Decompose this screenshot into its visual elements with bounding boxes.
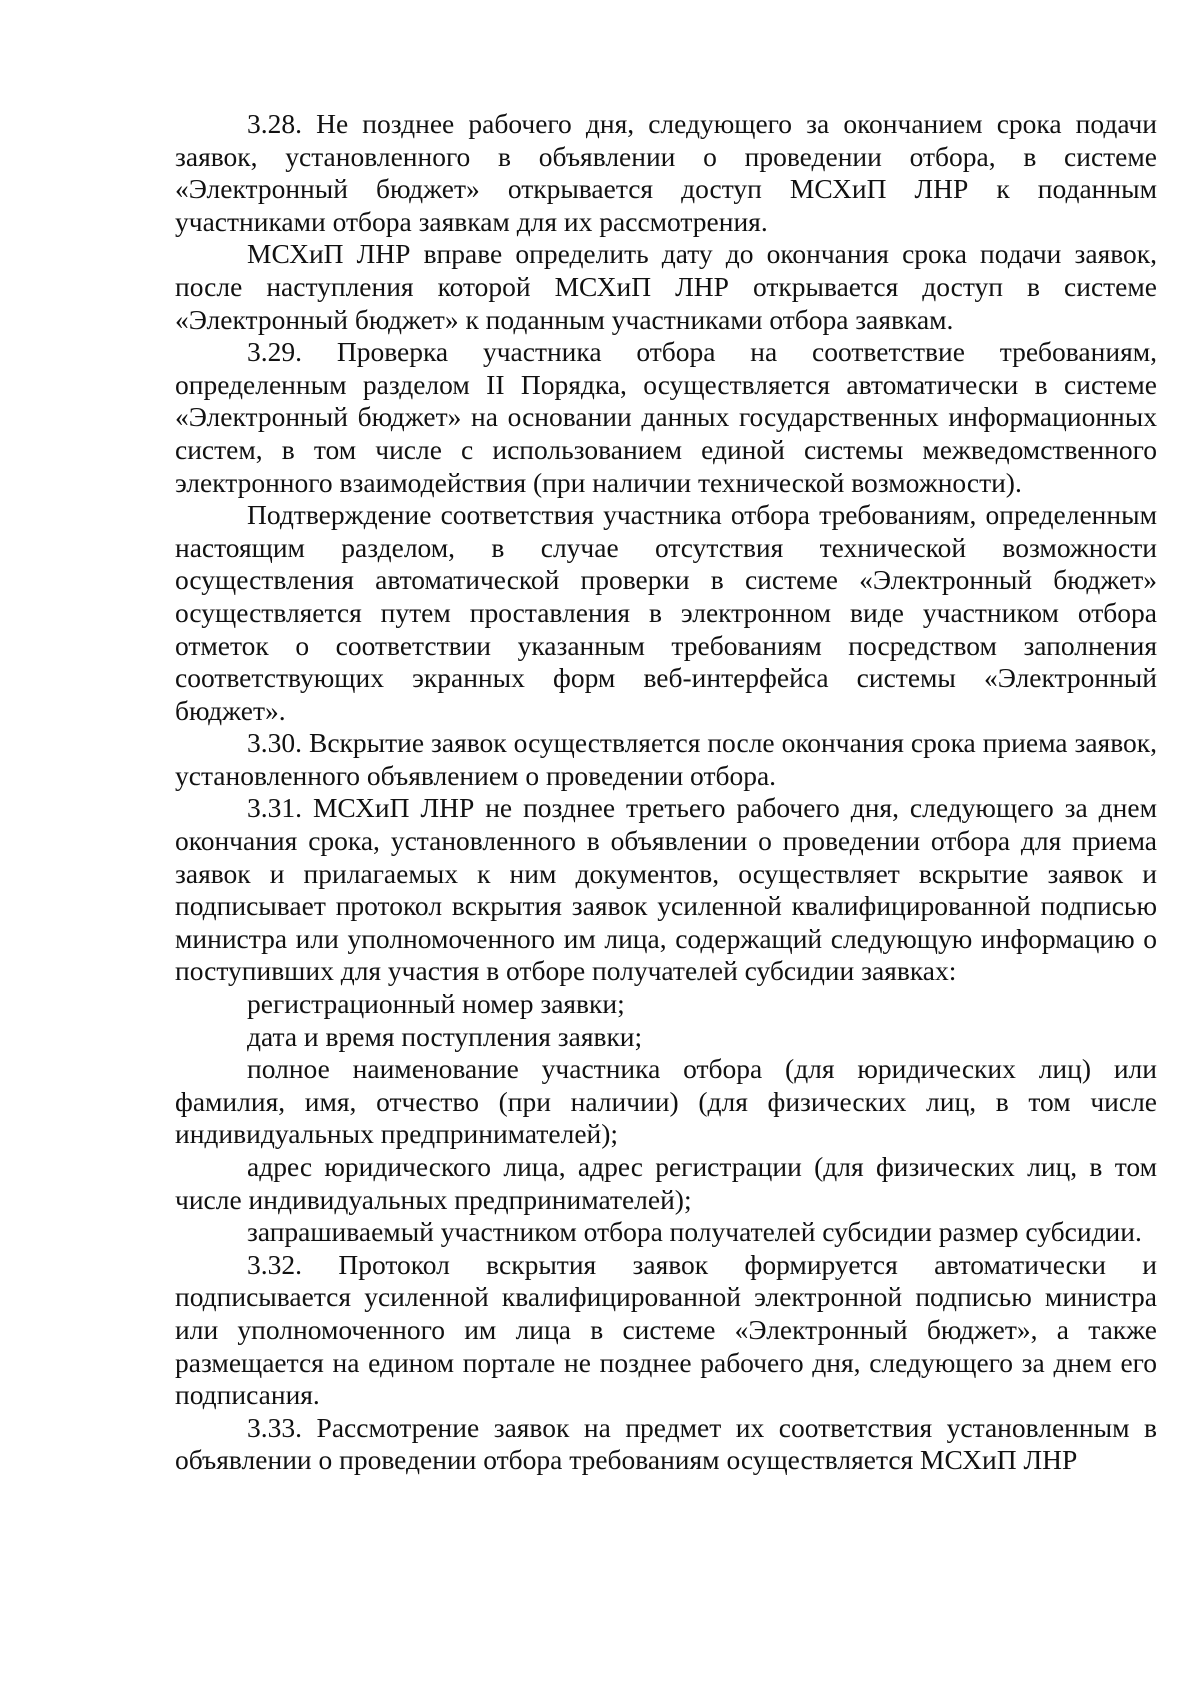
paragraph-3-31: 3.31. МСХиП ЛНР не позднее третьего рабочего дня, следующего за днем окончания срока, установленного в объявлении о проведении отбора для приема заявок и прилагаемых к ним документов, осуществляет вскрытие заявок и подписывает протокол вскрытия заявок усиленной квалифицированной подписью министра или уполномоченного им лица, содержащий следующую информацию о поступивших для участия в отборе получателей субсидии заявках:	[175, 792, 1157, 987]
document-page	[175, 108, 1157, 1477]
list-item-date-time: дата и время поступления заявки;	[247, 1020, 643, 1052]
paragraph-3-28: 3.28. Не позднее рабочего дня, следующего за окончанием срока подачи заявок, установленного в объявлении о проведении отбора, в системе «Электронный бюджет» открывается доступ МСХиП ЛНР к поданным участниками отбора заявкам для их рассмотрения.	[175, 108, 1157, 237]
paragraph-3-29: 3.29. Проверка участника отбора на соответствие требованиям, определенным разделом II Порядка, осуществляется автоматически в системе «Электронный бюджет» на основании данных государственных информационных систем, в том числе с использованием единой системы межведомственного электронного взаимодействия (при наличии технической возможности).	[175, 336, 1157, 498]
list-item-registration-number: регистрационный номер заявки;	[247, 988, 625, 1020]
list-item-full-name: полное наименование участника отбора (для юридических лиц) или фамилия, имя, отчество (при наличии) (для физических лиц, в том числе индивидуальных предпринимателей);	[175, 1053, 1157, 1150]
paragraph-date-right: МСХиП ЛНР вправе определить дату до окончания срока подачи заявок, после наступления которой МСХиП ЛНР открывается доступ в системе «Электронный бюджет» к поданным участниками отбора заявкам.	[175, 238, 1157, 335]
list-item-subsidy-amount: запрашиваемый участником отбора получателей субсидии размер субсидии.	[247, 1216, 1142, 1248]
list-item-address: адрес юридического лица, адрес регистрации (для физических лиц, в том числе индивидуальных предпринимателей);	[175, 1151, 1157, 1215]
paragraph-3-33: 3.33. Рассмотрение заявок на предмет их соответствия установленным в объявлении о проведении отбора требованиям осуществляется МСХиП ЛНР	[175, 1411, 1157, 1476]
paragraph-3-30: 3.30. Вскрытие заявок осуществляется после окончания срока приема заявок, установленного объявлением о проведении отбора.	[175, 727, 1157, 791]
paragraph-3-32: 3.32. Протокол вскрытия заявок формируется автоматически и подписывается усиленной квалифицированной электронной подписью министра или уполномоченного им лица в системе «Электронный бюджет», а также размещается на едином портале не позднее рабочего дня, следующего за днем его подписания.	[175, 1248, 1157, 1411]
paragraph-confirmation: Подтверждение соответствия участника отбора требованиям, определенным настоящим разделом, в случае отсутствия технической возможности осуществления автоматической проверки в системе «Электронный бюджет» осуществляется путем проставления в электронном виде участником отбора отметок о соответствии указанным требованиям посредством заполнения соответствующих экранных форм веб-интерфейса системы «Электронный бюджет».	[175, 499, 1157, 726]
